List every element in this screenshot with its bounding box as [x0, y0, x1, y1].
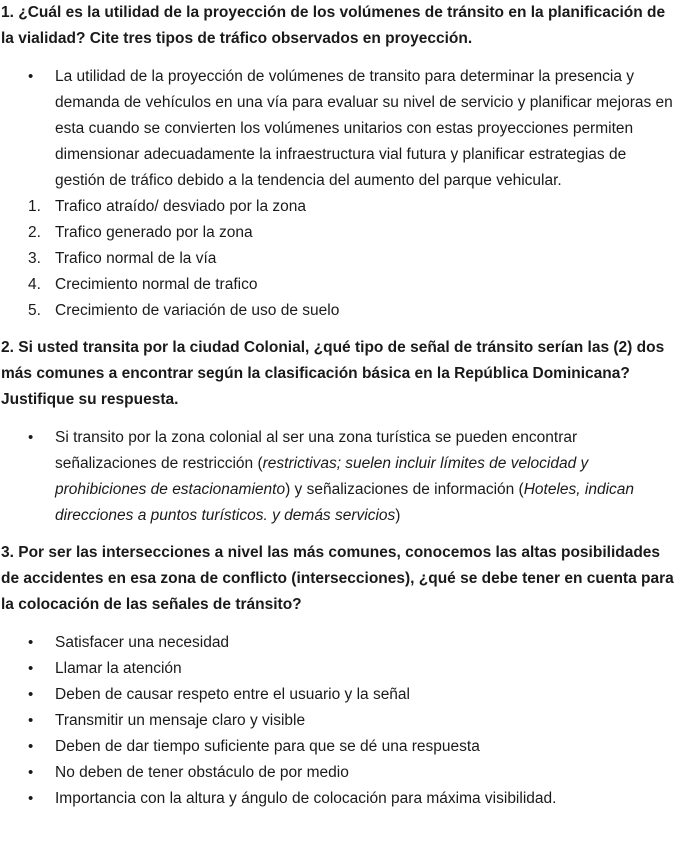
list-item-text: Trafico generado por la zona — [55, 224, 253, 241]
list-item-text: Trafico atraído/ desviado por la zona — [55, 198, 307, 215]
answer-text: ) — [395, 507, 401, 524]
question-2-answer — [1, 425, 680, 529]
list-number: 5. — [28, 302, 41, 319]
list-number: 4. — [28, 276, 41, 293]
question-2-title: 2. Si usted transita por la ciudad Colonial, ¿qué tipo de señal de tránsito serían las (2) dos más comunes a encontrar según la clasificación básica en la República Dominicana? Justifique su respuesta. — [1, 339, 665, 408]
question-3-title: 3. Por ser las intersecciones a nivel las más comunes, conocemos las altas posibilidades de accidentes en esa zona de conflicto (intersecciones), ¿qué se debe tener en cuenta para la colocación de las señales de tránsito? — [1, 544, 674, 613]
list-item: • No deben de tener obstáculo de por medio — [1, 760, 680, 786]
question-1-title: 1. ¿Cuál es la utilidad de la proyección de los volúmenes de tránsito en la planificación de la vialidad? Cite tres tipos de tráfico observados en proyección. — [1, 4, 666, 47]
list-item: • Importancia con la altura y ángulo de colocación para máxima visibilidad. — [1, 786, 680, 812]
list-number: 1. — [28, 198, 41, 215]
question-1-traffic-types — [1, 194, 680, 324]
answer-italic-text: Hoteles, indican direcciones a puntos turísticos. y demás servicios — [55, 481, 635, 524]
list-item-text: Trafico normal de la vía — [55, 250, 217, 267]
list-item — [1, 246, 680, 272]
list-item — [1, 220, 680, 246]
list-number: 2. — [28, 224, 41, 241]
answer-italic-text: restrictivas; suelen incluir límites de velocidad y prohibiciones de estacionamiento — [55, 455, 589, 498]
question-2-answer-list — [1, 425, 680, 529]
answer-text: Si transito por la zona colonial al ser una zona turística se pueden encontrar señalizaciones de restricción ( — [55, 429, 578, 472]
question-3-answer-list — [1, 630, 680, 812]
list-item: • Transmitir un mensaje claro y visible — [1, 708, 680, 734]
list-item-text: Crecimiento de variación de uso de suelo — [55, 302, 340, 319]
list-item: • Llamar la atención — [1, 656, 680, 682]
list-item — [1, 194, 680, 220]
answer-text: ) y señalizaciones de información ( — [285, 481, 524, 498]
question-1-answer-list — [1, 64, 680, 194]
list-item — [1, 272, 680, 298]
list-item-text: Crecimiento normal de trafico — [55, 276, 258, 293]
list-item: • Deben de dar tiempo suficiente para que se dé una respuesta — [1, 734, 680, 760]
question-1-answer: • La utilidad de la proyección de volúmenes de transito para determinar la presencia y demanda de vehículos en una vía para evaluar su nivel de servicio y planificar mejoras en esta cuando se convierten los volúmenes unitarios con estas proyecciones permiten dimensionar adecuadamente la infraestructura vial futura y planificar estrategias de gestión de tráfico debido a la tendencia del aumento del parque vehicular. — [1, 64, 680, 194]
list-item: • Deben de causar respeto entre el usuario y la señal — [1, 682, 680, 708]
list-item — [1, 298, 680, 324]
list-number: 3. — [28, 250, 41, 267]
list-item: • Satisfacer una necesidad — [1, 630, 680, 656]
